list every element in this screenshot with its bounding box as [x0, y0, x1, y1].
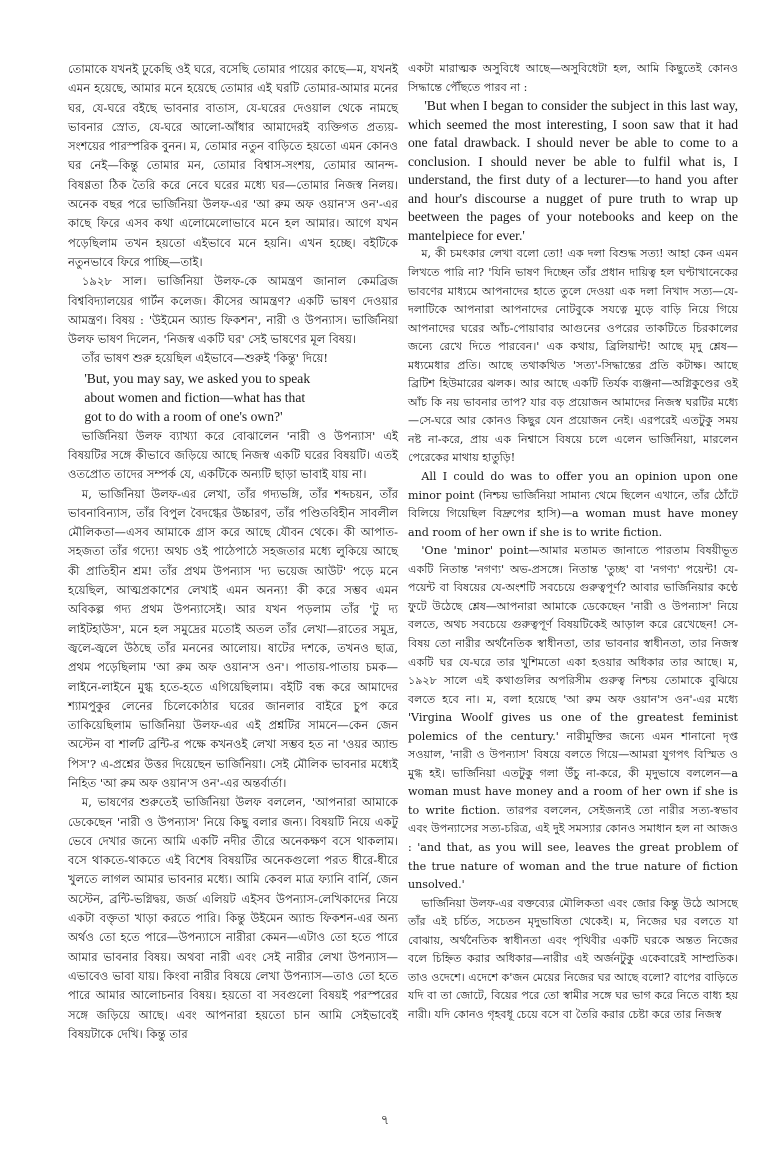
- paragraph: 'One 'minor' point—আমার মতামত জানাতে পারতাম বিষয়ীভূত একটি নিতান্ত 'নগণ্য' অভ-প্রসঙ্গে। নিতান্ত 'তুচ্ছ' বা 'নগণ্য' পয়েন্ট! যে-পয়েন্ট বা বিষয়ের যে-অংশটি সবচেয়ে গুরুত্বপূর্ণ? আবার ভার্জিনিয়ার কণ্ঠে ফুটে উঠেছে শ্লেষ—আপনারা আমাকে ডেকেছেন 'নারী ও উপন্যাস' নিয়ে বলতে, অথচ সবচেয়ে গুরুত্বপূর্ণ বিষয়টিকেই আড়াল করে রেখেছেন! সে-বিষয় তো নারীর অর্থনৈতিক স্বাধীনতা, তার ভাবনার স্বাধীনতা, তার নিজস্ব একটি ঘর যে-ঘরে তার খুশিমতো একা হওয়ার অধিকার তার আছে। ম, ১৯২৮ সালে এই কথাগুলির অপরিসীম গুরুত্ব নিশ্চয় তোমাকে বুঝিয়ে বলতে হবে না। ম, বলা হয়েছে 'আ রুম অফ ওয়ান'স ওন'-এর মধ্যে 'Virgina Woolf gives us one of the greatest feminist polemics of the century.' নারীমুক্তির জন্যে এমন শানানো দৃপ্ত সওয়াল, 'নারী ও উপন্যাস' বিষয়ে বলতে গিয়ে—আমরা যুগপৎ বিস্মিত ও মুগ্ধ হই। ভার্জিনিয়া এতটুকু গলা উঁচু না-করে, কী মৃদুভাষে বললেন—a woman must have money and a room of her own if she is to write fiction. তারপর বললেন, সেইজন্যই তো নারীর সত্য-স্বভাব এবং উপন্যাসের সত্য-চরিত্র, এই দুই সমস্যার কোনও সমাধান হল না আজও : 'and that, as you will see, leaves the great problem of the true nature of woman and the true nature of fiction unsolved.': [408, 544, 738, 892]
- right-column: [408, 60, 738, 1024]
- paragraph: ম, কী চমৎকার লেখা বলো তো! এক দলা বিশুদ্ধ সত্য! আহা কেন এমন লিখতে পারি না? 'যিনি ভাষণ দিচ্ছেন তাঁর প্রধান দায়িত্ব হল ঘণ্টাখানেকের ভাবণের মাধ্যমে আপনাদের হাতে তুলে দেওয়া এক দলা নিখাদ সত্য—যে-দলাটিকে আপনারা আপনাদের নোটবুকে সযত্নে মুড়ে বাড়ি নিয়ে গিয়ে আপনাদের ঘরের আঁচ-পোয়াবার আগুনের ওপরের তাকটিতে চিরকালের জন্যে রেখে দিতে পারবেন।' এক কথায়, ব্রিলিয়ান্ট! আছে মৃদু শ্লেষ—মধ্যমেধার প্রতি। আছে তথাকথিত 'সত্য'-সিদ্ধান্তের প্রতি কটাক্ষ। আছে ব্রিটিশ হিউমারের ঝলক। আর আছে একটি তির্যক ব্যঞ্জনা—অগ্নিকুণ্ডের ওই আঁচ কি নয় ভাবনার তাপ? যার বড় প্রয়োজন আমাদের নিজস্ব ঘরটির মধ্যে—সে-ঘরে আর কোনও কিছুর যেন প্রয়োজন নেই। এরপরেই এতটুকু সময় নষ্ট না-করে, প্রায় এক নিশ্বাসে বিষয়ে চলে এলেন ভার্জিনিয়া, মারলেন পেরেকের মাথায় হাতুড়ি!: [408, 247, 738, 465]
- english-tail: —a woman must have money and room of her own if she is to write fiction.: [408, 507, 738, 539]
- block-quote-line: 'But, you may say, we asked you to speak: [84, 370, 311, 386]
- block-quote-line: about women and fiction—what has that: [84, 390, 306, 406]
- paragraph: তোমাকে যখনই ঢুকেছি ওই ঘরে, বসেছি তোমার পায়ের কাছে—ম, যখনই এমন হয়েছে, আমার মনে হয়েছে তোমার এই ঘরটি তোমার-আমার মনের ঘর, যে-ঘরে বইছে ভাবনার বাতাস, যে-ঘরের দেওয়াল থেকে নামছে ভাবনার স্রোত, যে-ঘরে আলো-আঁধার আমাদেরই ব্যক্তিগত প্রত্যয়-সংশয়ের পারস্পরিক বুনন। ম, তোমার নতুন বাড়িতে হয়তো এমন কোনও ঘর নেই—কিন্তু তোমার মন, তোমার বিশ্বাস-সংশয়, তোমার আনন্দ-বিষণ্ণতা ঠিক তৈরি করে নেবে ঘরের মধ্যে ঘর—তোমার নিজস্ব নিলয়। অনেক বছর পরে ভার্জিনিয়া উলফ-এর 'আ রুম অফ ওয়ান'স ওন'-এর কাছে ফিরে এসব কথা এলোমেলোভাবে মনে হল আমার। আগে যখন পড়েছিলাম তখন হয়তো এইভাবে মনে হয়নি। এখন হচ্ছে। বইটিকে নতুনভাবে ফিরে পাচ্ছি—তাই।: [68, 62, 398, 269]
- left-column: [68, 60, 398, 1044]
- page-number: ৭: [380, 1113, 390, 1128]
- bengali-aside: (নিশ্চয় ভার্জিনিয়া সামান্য থেমে ছিলেন এখানে, তাঁর ঠোঁটে বিলিয়ে গিয়েছিল বিদ্রুপের হাসি): [408, 488, 738, 521]
- block-quote-line: got to do with a room of one's own?': [84, 409, 283, 425]
- english-lead: All I could do was to offer you an opinion upon one minor point: [408, 470, 738, 502]
- mixed-paragraph: [408, 468, 738, 542]
- paragraph: ১৯২৮ সাল। ভার্জিনিয়া উলফ-কে আমন্ত্রণ জানাল কেমব্রিজ বিশ্ববিদ্যালয়ের গার্টন কলেজ। কীসের আমন্ত্রণ? একটি ভাষণ দেওয়ার আমন্ত্রণ। বিষয় : 'উইমেন অ্যান্ড ফিকশন', নারী ও উপন্যাস। ভার্জিনিয়া উলফ ভাষণ দিলেন, 'নিজস্ব একটি ঘর' সেই ভাষণের মূল বিষয়।: [68, 274, 398, 347]
- paragraph: ভার্জিনিয়া উলফ-এর বক্তব্যের মৌলিকতা এবং জোর কিন্তু উঠে আসছে তাঁর এই চর্চিত, সচেতন মৃদুভাষিতা থেকেই। ম, নিজের ঘর বলতে যা বোঝায়, অর্থনৈতিক স্বাধীনতা এবং পৃথিবীর একটি ঘরকে অন্তত নিজের বলে চিহ্নিত করার অধিকার—নারীর এই অর্জনটুকু একেবারেই সাম্প্রতিক। তাও ওদেশে। এদেশে ক'জন মেয়ের নিজের ঘর আছে বলো? বাপের বাড়িতে যদি বা তা জোটে, বিয়ের পরে তো স্বামীর সঙ্গে ঘর ভাগ করে নিতে বাধ্য হয় নারী। যদি কোনও গৃহবধূ চেয়ে বসে বা তৈরি করার চেষ্টা করে তার নিজস্ব: [408, 896, 738, 1021]
- paragraph: একটা মারাত্মক অসুবিধে আছে—অসুবিধেটা হল, আমি কিছুতেই কোনও সিদ্ধান্তে পৌঁছতে পারব না :: [408, 62, 738, 94]
- paragraph: ম, ভার্জিনিয়া উলফ-এর লেখা, তাঁর গদ্যভঙ্গি, তাঁর শব্দচয়ন, তাঁর ভাবনাবিন্যাস, তাঁর বিপুল বৈদগ্ধের উচ্চারণ, তাঁর পণ্ডিতবিহীন সাবলীল মৌলিকতা—এসব আমাকে গ্রাস করে আছে যৌবন থেকে। কী আপাত-সহজতা তাঁর গদ্যে! অথচ ওই পাঠেপাঠে সহজতার মধ্যে লুকিয়ে আছে কী প্রাতিহীন শ্রম! তাঁর প্রথম উপন্যাস 'দ্য ভয়েজ আউট' পড়ে মনে হয়েছিল, আত্মপ্রকাশের লেখাই এমন অনন্য! কী করে সম্ভব এমন অবিকল্প গদ্য প্রথম উপন্যাসেই। আর যখন পড়লাম তাঁর 'টু দ্য লাইটহাউস', মনে হল সমুদ্রের মতোই অতল তাঁর লেখা—রাতের সমুদ্র, জ্বলে-জ্বলে উঠছে তাঁর মননের আলোয়। ষাটের দশকে, তখনও ছাত্র, প্রথম পড়েছিলাম 'আ রুম অফ ওয়ান'স ওন'। পাতায়-পাতায় চমক—লাইনে-লাইনে মুগ্ধ হতে-হতে এগিয়েছিলাম। বইটি বন্ধ করে আমাদের শ্যামপুকুর লেনের চিলেকোঠার ঘরের জানলার বাইরে চুপ করে তাকিয়েছিলাম ভার্জিনিয়া উলফ-এর এই প্রশ্নটির সামনে—কেন জেন অস্টেন বা শার্লট ব্রন্টি-র পক্ষে কখনওই লেখা সম্ভব হত না 'ওয়র অ্যান্ড পিস'? এ-প্রশ্নের উত্তর দিয়েছেন ভার্জিনিয়া। সেই মৌলিক ভাবনার মধ্যেই নিহিত 'আ রুম অফ ওয়ান'স ওন'-এর অন্তর্বার্তা।: [68, 486, 398, 790]
- paragraph: তাঁর ভাষণ শুরু হয়েছিল এইভাবে—শুরুই 'কিন্তু' দিয়ে!: [81, 351, 329, 366]
- paragraph: ভার্জিনিয়া উলফ ব্যাখ্যা করে বোঝালেন 'নারী ও উপন্যাস' এই বিষয়টির সঙ্গে কীভাবে জড়িয়ে আছে নিজস্ব একটি ঘরের বিষয়টি। এতই ওতপ্রোত তাদের সম্পর্ক যে, একটিকে অন্যটি ছাড়া ভাবাই যায় না।: [68, 428, 398, 482]
- paragraph: ম, ভাষণের শুরুতেই ভার্জিনিয়া উলফ বললেন, 'আপনারা আমাকে ডেকেছেন 'নারী ও উপন্যাস' নিয়ে কিছু বলার জন্য। বিষয়টি নিয়ে একটু ভেবে দেখার জন্যে আমি একটি নদীর তীরে অনেকক্ষণ বসে থাকলাম। বসে থাকতে-থাকতে এই বিশেষ বিষয়টির অনেকগুলো পরত ধীরে-ধীরে খুলতে লাগল আমার ভাবনার মধ্যে। আমি কেবল মাত্র ফ্যানি বার্নি, জেন অস্টেন, ব্রন্টি-ভগ্নিদ্বয়, জর্জ এলিয়ট এইসব উপন্যাস-লেখিকাদের নিয়ে একটা বক্তৃতা খাড়া করতে পারি। কিন্তু উইমেন অ্যান্ড ফিকশন-এর অন্য অর্থও তো হতে পারে—উপন্যাসে নারীরা কেমন—এটাও তো হতে পারে আমার ভাবনার বিষয়। অথবা নারী এবং সেই নারীর লেখা উপন্যাস—এভাবেও ভাবা যায়। কিংবা নারীর বিষয়ে লেখা উপন্যাস—তাও তো হতে পারে আমার আলোচনার বিষয়। হয়তো বা সবগুলো বিষয়ই পরস্পরের সঙ্গে জড়িয়ে আছে। এবং আপনারা হয়তো চান আমি সেইভাবেই বিষয়টাকে দেখি। কিন্তু তার: [68, 795, 398, 1041]
- english-quote: 'But when I began to consider the subject in this last way, which seemed the most interesting, I soon saw that it had one fatal drawback. I should never be able to come to a conclusion. I should never be able to fulfil what is, I understand, the first duty of a lecturer—to hand you after and hour's discourse a nugget of pure truth to wrap up beetween the pages of your notebooks and keep on the mantelpiece for ever.': [408, 98, 738, 243]
